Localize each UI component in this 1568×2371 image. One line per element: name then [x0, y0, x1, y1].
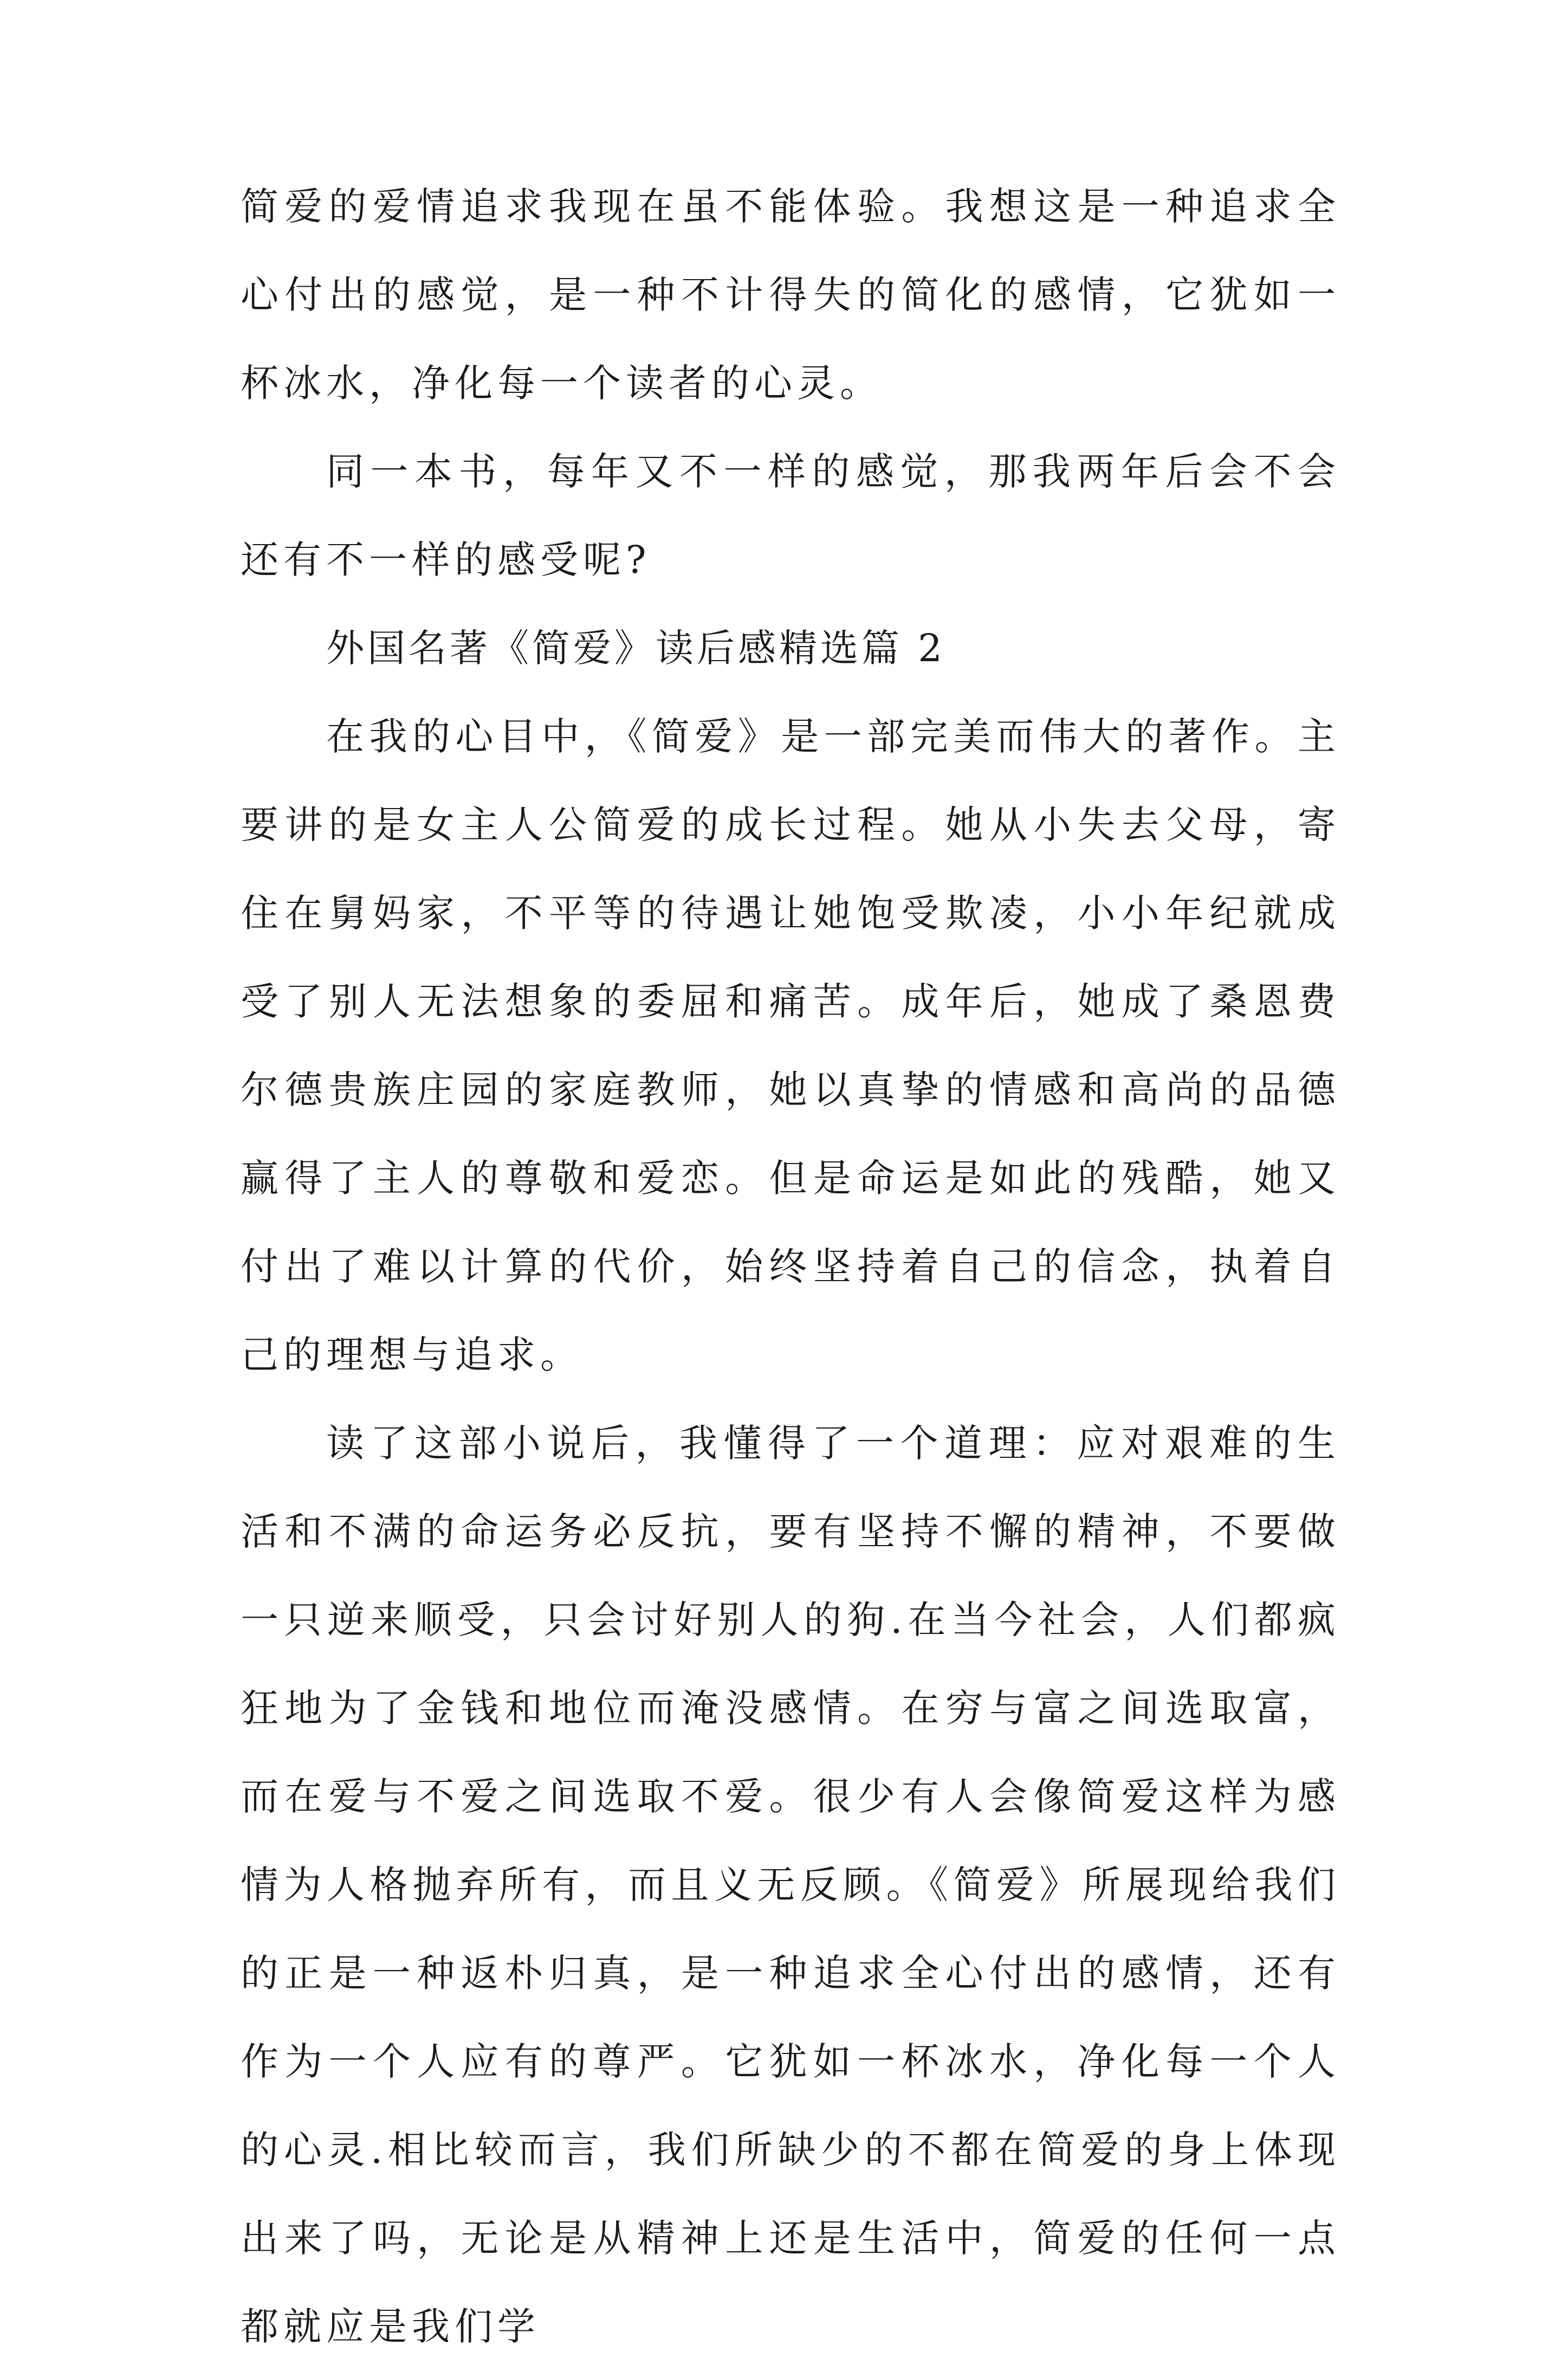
paragraph-2: 同一本书，每年又不一样的感觉，那我两年后会不会还有不一样的感受呢? — [241, 449, 1340, 582]
paragraph-3: 在我的心目中，《简爱》是一部完美而伟大的著作。主要讲的是女主人公简爱的成长过程。她从小失去父母，寄住在舅妈家，不平等的待遇让她饱受欺凌，小小年纪就成受了别人无法想象的委屈和痛苦。成年后，她成了桑恩费尔德贵族庄园的家庭教师，她以真挚的情感和高尚的品德赢得了主人的尊敬和爱恋。但是命运是如此的残酷，她又付出了难以计算的代价，始终坚持着自己的信念，执着自己的理想与追求。 — [241, 714, 1340, 1377]
paragraph-4: 读了这部小说后，我懂得了一个道理：应对艰难的生活和不满的命运务必反抗，要有坚持不懈的精神，不要做一只逆来顺受，只会讨好别人的狗.在当今社会，人们都疯狂地为了金钱和地位而淹没感情。在穷与富之间选取富，而在爱与不爱之间选取不爱。很少有人会像简爱这样为感情为人格抛弃所有，而且义无反顾。《简爱》所展现给我们的正是一种返朴归真，是一种追求全心付出的感情，还有作为一个人应有的尊严。它犹如一杯冰水，净化每一个人的心灵.相比较而言，我们所缺少的不都在简爱的身上体现出来了吗，无论是从精神上还是生活中，简爱的任何一点都就应是我们学 — [241, 1421, 1340, 2349]
document-body — [241, 163, 1340, 2371]
paragraph-1: 简爱的爱情追求我现在虽不能体验。我想这是一种追求全心付出的感觉，是一种不计得失的简化的感情，它犹如一杯冰水，净化每一个读者的心灵。 — [241, 184, 1340, 405]
section-heading: 外国名著《简爱》读后感精选篇 2 — [326, 626, 945, 670]
